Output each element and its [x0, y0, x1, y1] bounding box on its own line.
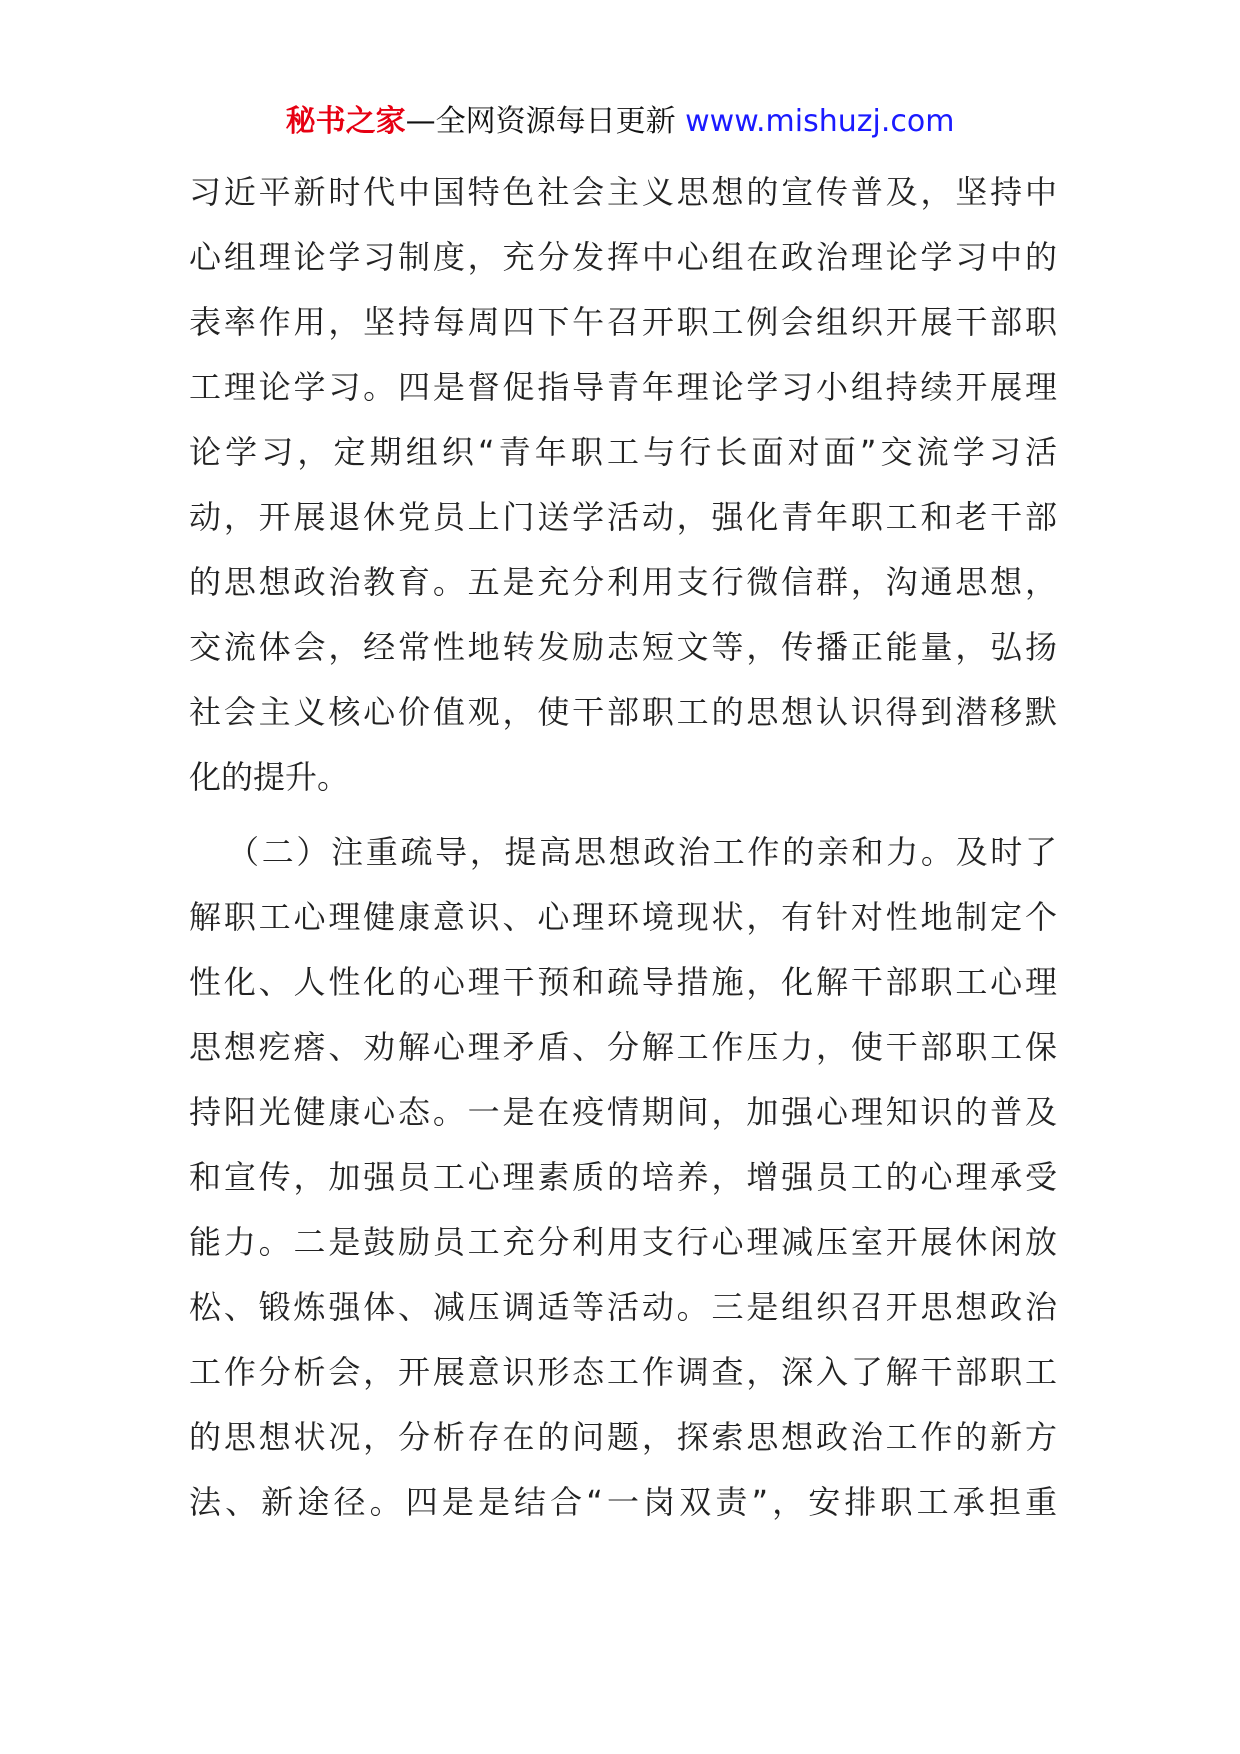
paragraph-1 [189, 160, 1057, 810]
text-line: 论学习，定期组织“青年职工与行长面对面”交流学习活 [189, 433, 1057, 471]
text-line: 的思想状况，分析存在的问题，探索思想政治工作的新方 [189, 1418, 1057, 1456]
text-line: 持阳光健康心态。一是在疫情期间，加强心理知识的普及 [189, 1093, 1057, 1131]
text-line: 的思想政治教育。五是充分利用支行微信群，沟通思想， [189, 563, 1057, 601]
text-line: 社会主义核心价值观，使干部职工的思想认识得到潜移默 [189, 693, 1057, 731]
brand-name: 秘书之家 [285, 104, 406, 139]
text-line: 化的提升。 [189, 758, 350, 796]
text-line: 思想疙瘩、劝解心理矛盾、分解工作压力，使干部职工保 [189, 1028, 1057, 1066]
text-line: 心组理论学习制度，充分发挥中心组在政治理论学习中的 [189, 238, 1057, 276]
text-line: 能力。二是鼓励员工充分利用支行心理减压室开展休闲放 [189, 1223, 1057, 1261]
document-body [189, 160, 1057, 1535]
text-line: 表率作用，坚持每周四下午召开职工例会组织开展干部职 [189, 303, 1057, 341]
text-line: 松、锻炼强体、减压调适等活动。三是组织召开思想政治 [189, 1288, 1057, 1326]
text-line: 法、新途径。四是是结合“一岗双责”，安排职工承担重 [189, 1483, 1057, 1521]
paragraph-2 [189, 820, 1057, 1535]
text-line: 工作分析会，开展意识形态工作调查，深入了解干部职工 [189, 1353, 1057, 1391]
text-line: 和宣传，加强员工心理素质的培养，增强员工的心理承受 [189, 1158, 1057, 1196]
site-url-link[interactable]: www.mishuzj.com [685, 104, 955, 139]
text-line: 解职工心理健康意识、心理环境现状，有针对性地制定个 [189, 898, 1057, 936]
paragraph-gap [189, 810, 1057, 820]
header-tagline: —全网资源每日更新 [405, 104, 676, 139]
page-header [0, 100, 1240, 144]
text-line: 工理论学习。四是督促指导青年理论学习小组持续开展理 [189, 368, 1057, 406]
text-line: 性化、人性化的心理干预和疏导措施，化解干部职工心理 [189, 963, 1057, 1001]
text-line: 习近平新时代中国特色社会主义思想的宣传普及，坚持中 [189, 173, 1057, 211]
text-line: 动，开展退休党员上门送学活动，强化青年职工和老干部 [189, 498, 1057, 536]
text-line: 交流体会，经常性地转发励志短文等，传播正能量，弘扬 [189, 628, 1057, 666]
text-line: （二）注重疏导，提高思想政治工作的亲和力。及时了 [227, 833, 1057, 871]
